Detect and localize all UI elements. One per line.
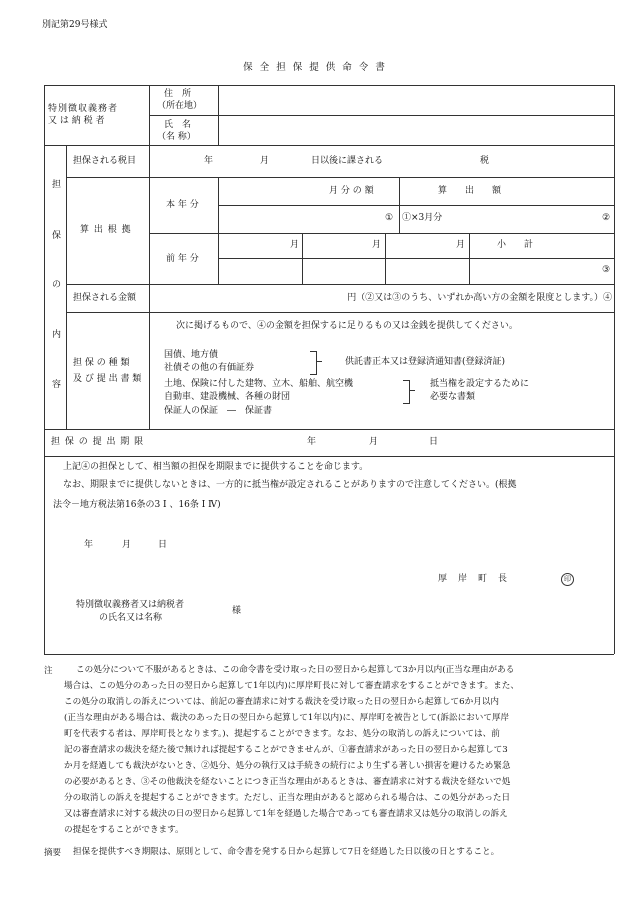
secured-amount-label: 担保される金額 — [73, 293, 137, 303]
deadline-day: 日 — [429, 437, 439, 447]
deadline-month: 月 — [369, 437, 379, 447]
note-line: の必要があるとき、③その他裁決を経ないことにつき正当な理由があるときは、審査請求に対する裁決を経ないで処 — [64, 777, 511, 787]
note-line: 記の審査請求の裁決を経た後で無ければ提起することができませんが、①審査請求があった日の翌日から起算して3 — [64, 745, 508, 755]
secured-tax-tax: 税 — [480, 156, 490, 166]
calc-basis-label: 算 出 根 拠 — [80, 225, 132, 235]
note-label: 注 — [44, 666, 53, 676]
name-label: 氏 名 — [164, 120, 192, 130]
secured-tax-label: 担保される税目 — [73, 156, 137, 166]
item-bonds-1: 国債、地方債 — [164, 350, 219, 360]
order-date-year: 年 — [84, 540, 94, 550]
seal-mark: 印 — [561, 573, 574, 586]
note-line: か月を経過しても裁決がないとき、②処分、処分の執行又は手続きの続行により生ずる著しい損害を避けるため緊急 — [64, 761, 511, 771]
prev-month-1: 月 — [290, 240, 300, 250]
item-guarantor: 保証人の保証 ― 保証書 — [164, 406, 273, 416]
note-line: 町を代表する者は、厚岸町長となります。)、提起することができます。なお、処分の取消しの訴えについては、前 — [64, 729, 500, 739]
note-line: この処分について不服があるときは、この命令書を受け取った日の翌日から起算して3か月以内(正当な理由がある — [76, 665, 515, 675]
page-title: 保 全 担 保 提 供 命 令 書 — [243, 62, 387, 73]
types-label: 担 保 の 種 類 — [73, 358, 130, 368]
monthly-amount-label: 月 分 の 額 — [329, 186, 374, 196]
addressee-label: 特別徴収義務者又は納税者 — [76, 600, 185, 610]
collateral-side-label-4: 内 — [52, 330, 62, 340]
current-year-label: 本 年 分 — [166, 200, 199, 210]
item-vehicles: 自動車、建設機械、各種の財団 — [164, 392, 291, 402]
bonds-bracket — [310, 351, 317, 375]
form-number: 別記第29号様式 — [42, 20, 108, 30]
deadline-label: 担 保 の 提 出 期 限 — [51, 437, 145, 447]
name-field[interactable] — [219, 116, 613, 144]
collateral-side-label-2: 保 — [52, 231, 62, 241]
issuer: 厚 岸 町 長 — [438, 574, 509, 584]
mortgage-doc-2: 必要な書類 — [430, 392, 476, 402]
location-label: （所在地） — [157, 101, 203, 111]
address-label: 住 所 — [164, 89, 192, 99]
note-line: この処分の取消しの訴えについては、前記の審査請求に対する裁決を受け取った日の翌日から起算して6か月以内 — [64, 697, 499, 707]
mark-1: ① — [385, 213, 394, 223]
mark-3: ③ — [602, 265, 611, 275]
mortgage-doc-1: 抵当権を設定するために — [430, 379, 530, 389]
order-date-month: 月 — [122, 540, 132, 550]
item-bonds-2: 社債その他の有価証券 — [164, 363, 255, 373]
prev-year-label: 前 年 分 — [166, 254, 199, 264]
subtotal-label: 小 計 — [497, 240, 534, 250]
secured-amount-text: 円（②又は③のうち、いずれか高い方の金額を限度とします。）④ — [347, 293, 612, 303]
order-date-day: 日 — [158, 540, 168, 550]
company-name-label: （名 称） — [157, 132, 196, 142]
deadline-year: 年 — [307, 437, 317, 447]
address-field[interactable] — [219, 86, 613, 114]
taxpayer-label: 特別徴収義務者 — [48, 104, 119, 114]
prev-month-2: 月 — [372, 240, 382, 250]
item-land: 土地、保険に付した建物、立木、船舶、航空機 — [164, 379, 354, 389]
note-line: 分の取消しの訴えを提起することができます。ただし、正当な理由があると認められる場合は、この処分があった日 — [64, 793, 511, 803]
note-line: の提起をすることができます。 — [64, 825, 184, 835]
types-label-2: 及 び 提 出 書 類 — [73, 374, 142, 384]
times3-label: ①×3月分 — [402, 213, 443, 223]
prev-month-3: 月 — [456, 240, 466, 250]
summary-label: 摘要 — [44, 848, 62, 858]
mark-2: ② — [602, 213, 611, 223]
order-line-3: 法令－地方税法第16条の3 I 、16条 I Ⅳ) — [53, 500, 221, 510]
types-intro: 次に掲げるもので、④の金額を担保するに足りるもの又は金銭を提供してください。 — [176, 321, 518, 331]
note-line: 又は審査請求に対する裁決の日の翌日から起算して1年を経過した場合であっても審査請求又は処分の取消しの訴え — [64, 809, 508, 819]
addressee-label-2: の氏名又は名称 — [99, 613, 163, 623]
secured-tax-day-after: 日以後に課される — [311, 156, 384, 166]
land-bracket — [403, 380, 410, 404]
order-line-2: なお、期限までに提供しないときは、一方的に抵当権が設定されることがありますので注意してください。(根拠 — [63, 480, 517, 490]
calc-amount-label: 算 出 額 — [438, 186, 502, 196]
secured-tax-year: 年 — [204, 156, 214, 166]
collateral-side-label-5: 容 — [52, 380, 62, 390]
honorific: 様 — [232, 606, 242, 616]
deposit-doc: 供託書正本又は登録済通知書(登録済証) — [345, 357, 506, 367]
note-line: 場合は、この処分のあった日の翌日から起算して1年以内)に厚岸町長に対して審査請求をすることができます。また、 — [64, 681, 519, 691]
note-line: (正当な理由がある場合は、裁決のあった日の翌日から起算して1年以内)に、厚岸町を被告として(訴訟において厚岸 — [64, 713, 510, 723]
summary-text: 担保を提供すべき期限は、原則として、命令書を発する日から起算して7日を経過した日以後の日とすること。 — [73, 847, 500, 857]
collateral-side-label-1: 担 — [52, 180, 62, 190]
collateral-side-label-3: の — [52, 280, 62, 290]
order-line-1: 上記④の担保として、相当額の担保を期限までに提供することを命じます。 — [63, 462, 369, 472]
secured-tax-month: 月 — [260, 156, 270, 166]
taxpayer-label-2: 又 は 納 税 者 — [48, 116, 105, 126]
